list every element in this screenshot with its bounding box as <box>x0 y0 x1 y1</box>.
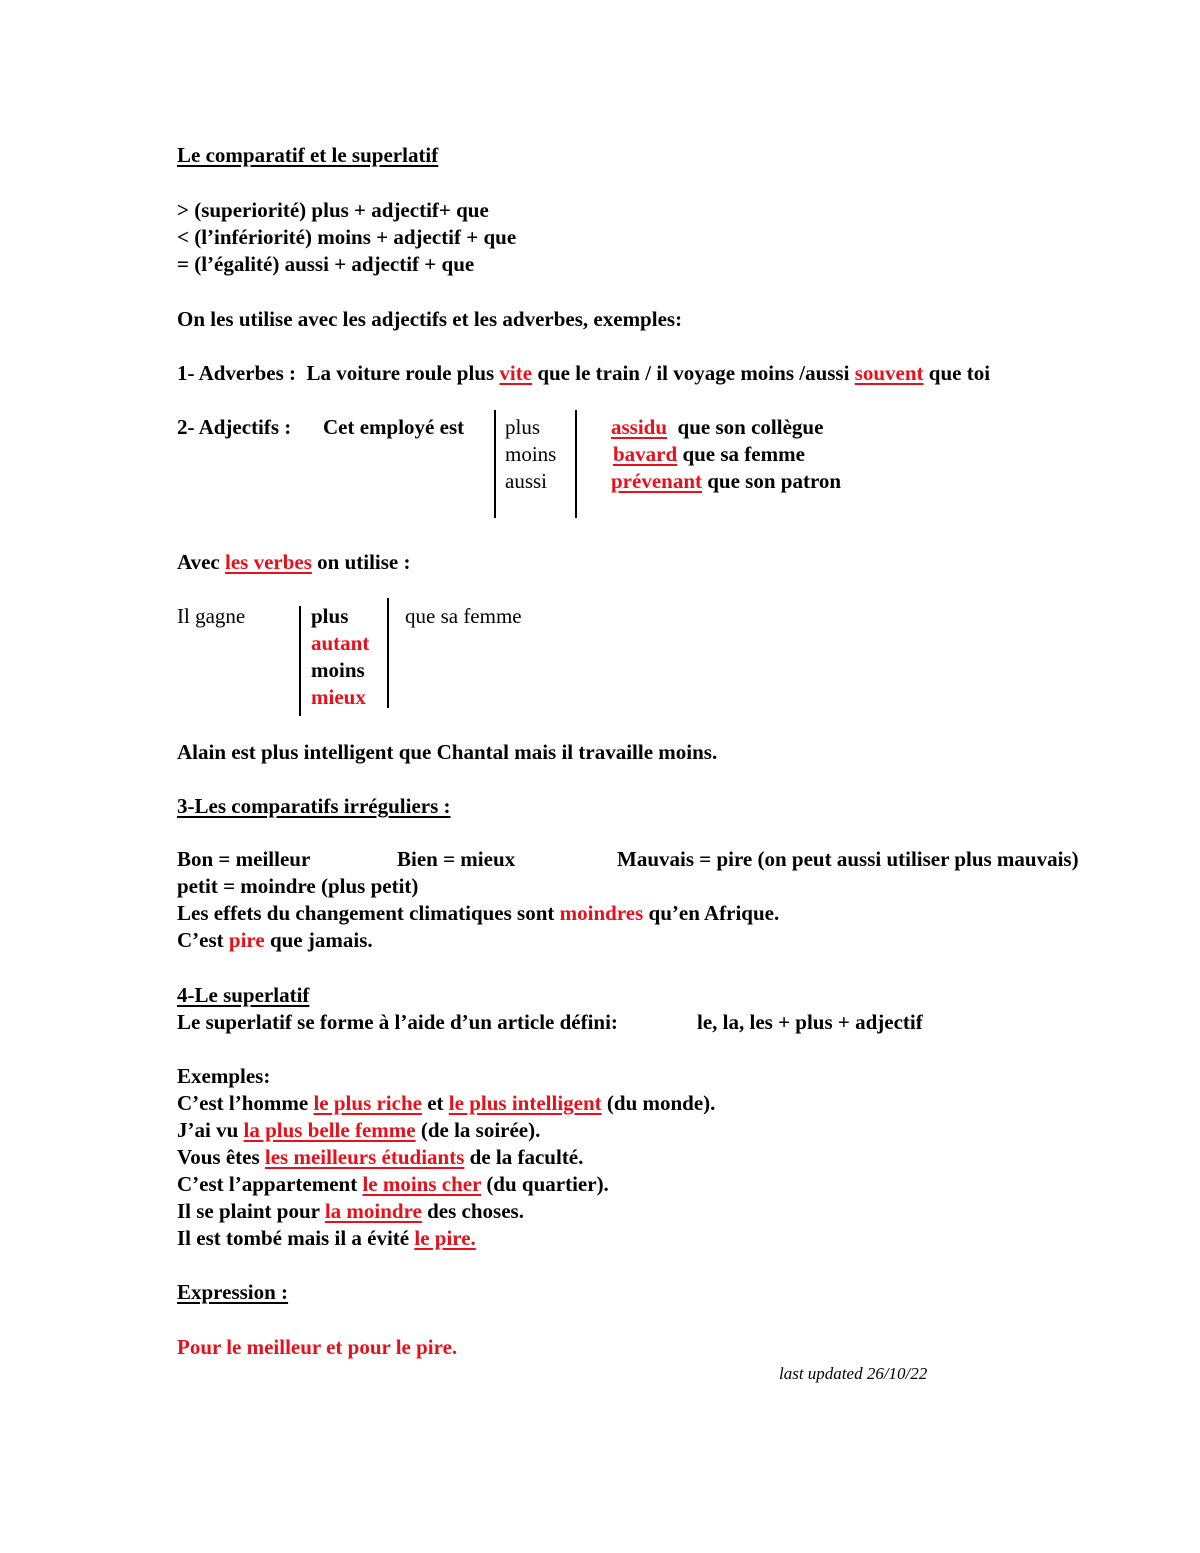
verbes-example: Alain est plus intelligent que Chantal mais il travaille moins. <box>177 740 718 764</box>
adverbes-text-2: que le train / il voyage moins /aussi <box>532 361 855 385</box>
example-text: C’est l’appartement <box>177 1172 363 1196</box>
adjectif-line-2 <box>613 441 805 467</box>
example-text: (de la soirée). <box>415 1118 541 1142</box>
verbes-subject: Il gagne <box>177 604 246 628</box>
intro-text: On les utilise avec les adjectifs et les adverbes, exemples: <box>177 307 683 331</box>
rule-superiorite: > (superiorité) plus + adjectif+ que <box>177 198 489 222</box>
adjectif-line-3 <box>611 468 841 494</box>
highlight-le-pire: le pire. <box>414 1226 476 1250</box>
example-text: (du monde). <box>601 1091 716 1115</box>
divider-line <box>494 410 496 518</box>
divider-line <box>299 606 301 716</box>
verbes-text-2: on utilise : <box>311 550 411 574</box>
divider-line <box>387 598 389 708</box>
verbes-tail: que sa femme <box>405 604 522 628</box>
adjectifs-label: 2- Adjectifs : <box>177 415 292 439</box>
comparator-plus: plus <box>505 415 541 439</box>
adjectifs-subject: Cet employé est <box>323 415 465 439</box>
page-title: Le comparatif et le superlatif <box>177 143 439 167</box>
superlatif-rule: Le superlatif se forme à l’aide d’un article défini: <box>177 1010 618 1034</box>
footer-last-updated: last updated 26/10/22 <box>779 1364 928 1383</box>
irregulier-bon: Bon = meilleur <box>177 847 311 871</box>
highlight-la-moindre: la moindre <box>324 1199 422 1223</box>
adjectif-tail-3: que son patron <box>702 469 842 493</box>
verbe-option-plus: plus <box>311 604 349 628</box>
adverbes-label: 1- Adverbes : <box>177 361 296 385</box>
verbe-option-mieux: mieux <box>311 685 366 709</box>
highlight-les-meilleurs-etudiants: les meilleurs étudiants <box>264 1145 465 1169</box>
example-text: que jamais. <box>264 928 373 952</box>
example-text: Vous êtes <box>177 1145 265 1169</box>
expression-text: Pour le meilleur et pour le pire. <box>177 1335 458 1359</box>
comparator-aussi: aussi <box>505 469 547 493</box>
irregulier-example-1 <box>177 900 779 926</box>
highlight-bavard: bavard <box>613 442 678 466</box>
adverbes-line <box>177 360 990 386</box>
adjectif-tail-1: que son collègue <box>667 415 824 439</box>
highlight-les-verbes: les verbes <box>225 550 312 574</box>
superlatif-heading: 4-Le superlatif <box>177 983 310 1007</box>
superlatif-example-1 <box>177 1090 715 1116</box>
highlight-souvent: souvent <box>854 361 924 385</box>
highlight-le-moins-cher: le moins cher <box>362 1172 482 1196</box>
verbe-option-autant: autant <box>311 631 370 655</box>
highlight-moindres: moindres <box>559 901 644 925</box>
superlatif-example-4 <box>177 1171 609 1197</box>
superlatif-example-6 <box>177 1225 476 1251</box>
example-text: J’ai vu <box>177 1118 244 1142</box>
comparator-moins: moins <box>505 442 557 466</box>
highlight-la-plus-belle-femme: la plus belle femme <box>243 1118 416 1142</box>
example-text: Il se plaint pour <box>177 1199 325 1223</box>
irregulier-bien: Bien = mieux <box>397 847 516 871</box>
example-text: C’est <box>177 928 229 952</box>
superlatif-rule-formula: le, la, les + plus + adjectif <box>697 1010 923 1034</box>
highlight-prevenant: prévenant <box>611 469 702 493</box>
irregulier-petit: petit = moindre (plus petit) <box>177 874 419 898</box>
rule-egalite: = (l’égalité) aussi + adjectif + que <box>177 252 475 276</box>
verbes-text-1: Avec <box>177 550 225 574</box>
superlatif-example-5 <box>177 1198 524 1224</box>
highlight-assidu: assidu <box>611 415 668 439</box>
example-text: des choses. <box>421 1199 524 1223</box>
verbe-option-moins: moins <box>311 658 365 682</box>
example-text: C’est l’homme <box>177 1091 314 1115</box>
irregulier-example-2 <box>177 927 373 953</box>
adverbes-text-1: La voiture roule plus <box>306 361 500 385</box>
example-text: Il est tombé mais il a évité <box>177 1226 415 1250</box>
highlight-le-plus-intelligent: le plus intelligent <box>448 1091 602 1115</box>
superlatif-example-2 <box>177 1117 540 1143</box>
example-text: de la faculté. <box>464 1145 584 1169</box>
irregulier-mauvais: Mauvais = pire (on peut aussi utiliser plus mauvais) <box>617 847 1079 871</box>
exemples-label: Exemples: <box>177 1064 271 1088</box>
example-text: qu’en Afrique. <box>643 901 780 925</box>
highlight-le-plus-riche: le plus riche <box>313 1091 422 1115</box>
irreguliers-heading: 3-Les comparatifs irréguliers : <box>177 794 451 818</box>
example-text: (du quartier). <box>481 1172 609 1196</box>
rule-inferiorite: < (l’infériorité) moins + adjectif + que <box>177 225 517 249</box>
superlatif-example-3 <box>177 1144 583 1170</box>
adjectif-tail-2: que sa femme <box>677 442 805 466</box>
expression-heading: Expression : <box>177 1280 289 1304</box>
highlight-pire: pire <box>228 928 265 952</box>
example-text: Les effets du changement climatiques sont <box>177 901 560 925</box>
example-text: et <box>421 1091 449 1115</box>
adverbes-text-3: que toi <box>923 361 991 385</box>
adjectif-line-1 <box>611 414 823 440</box>
divider-line <box>575 410 577 518</box>
highlight-vite: vite <box>499 361 533 385</box>
verbes-line <box>177 549 411 575</box>
